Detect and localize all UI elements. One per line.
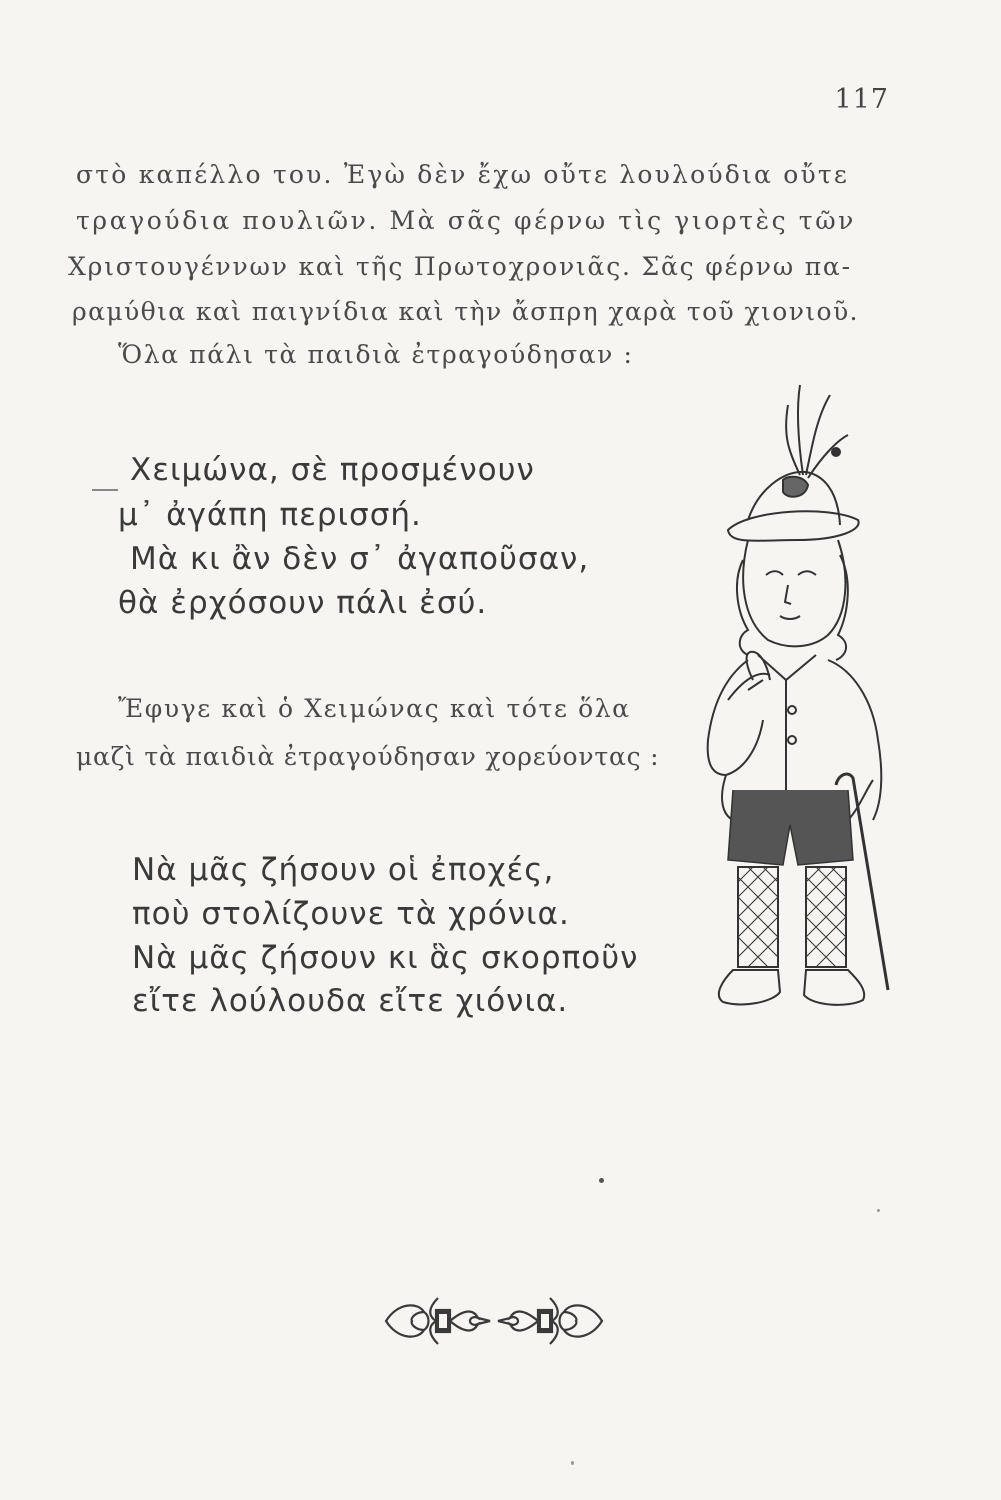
paragraph-line: τραγούδια πουλιῶν. Μὰ σᾶς φέρνω τὶς γιορτὲς τῶν <box>76 206 856 235</box>
decorative-dash <box>92 489 118 491</box>
scan-speck <box>877 1209 880 1212</box>
fleur-de-lis-ornament-icon <box>378 1290 610 1352</box>
verse-line: θὰ ἐρχόσουν πάλι ἐσύ. <box>118 585 488 621</box>
boy-illustration <box>688 380 903 1030</box>
paragraph-line: Χριστουγέννων καὶ τῆς Πρωτοχρονιᾶς. Σᾶς φέρνω πα- <box>68 252 852 281</box>
verse-line: ποὺ στολίζουνε τὰ χρόνια. <box>132 896 570 932</box>
paragraph-line: στὸ καπέλλο του. Ἐγὼ δὲν ἔχω οὔτε λουλούδια οὔτε <box>76 160 850 189</box>
paragraph-line: ραμύθια καὶ παιγνίδια καὶ τὴν ἄσπρη χαρὰ τοῦ χιονιοῦ. <box>72 297 859 326</box>
verse-line: Χειμώνα, σὲ προσμένουν <box>130 452 535 488</box>
verse-line: Μὰ κι ἂν δὲν σ᾽ ἀγαποῦσαν, <box>130 541 590 577</box>
paragraph-line: μαζὶ τὰ παιδιὰ ἐτραγούδησαν χορεύοντας : <box>76 742 660 771</box>
verse-line: εἴτε λούλουδα εἴτε χιόνια. <box>132 983 569 1019</box>
verse-line: Νὰ μᾶς ζήσουν κι ἃς σκορποῦν <box>132 940 639 976</box>
paragraph-line: Ἔφυγε καὶ ὁ Χειμώνας καὶ τότε ὅλα <box>118 694 631 723</box>
verse-line: μ᾽ ἀγάπη περισσή. <box>118 497 422 533</box>
paragraph-line: Ὅλα πάλι τὰ παιδιὰ ἐτραγούδησαν : <box>118 340 634 369</box>
verse-line: Νὰ μᾶς ζήσουν οἱ ἐποχές, <box>132 852 555 888</box>
page-number: 117 <box>834 84 889 115</box>
scan-speck <box>599 1178 604 1183</box>
scan-speck <box>571 1461 574 1465</box>
